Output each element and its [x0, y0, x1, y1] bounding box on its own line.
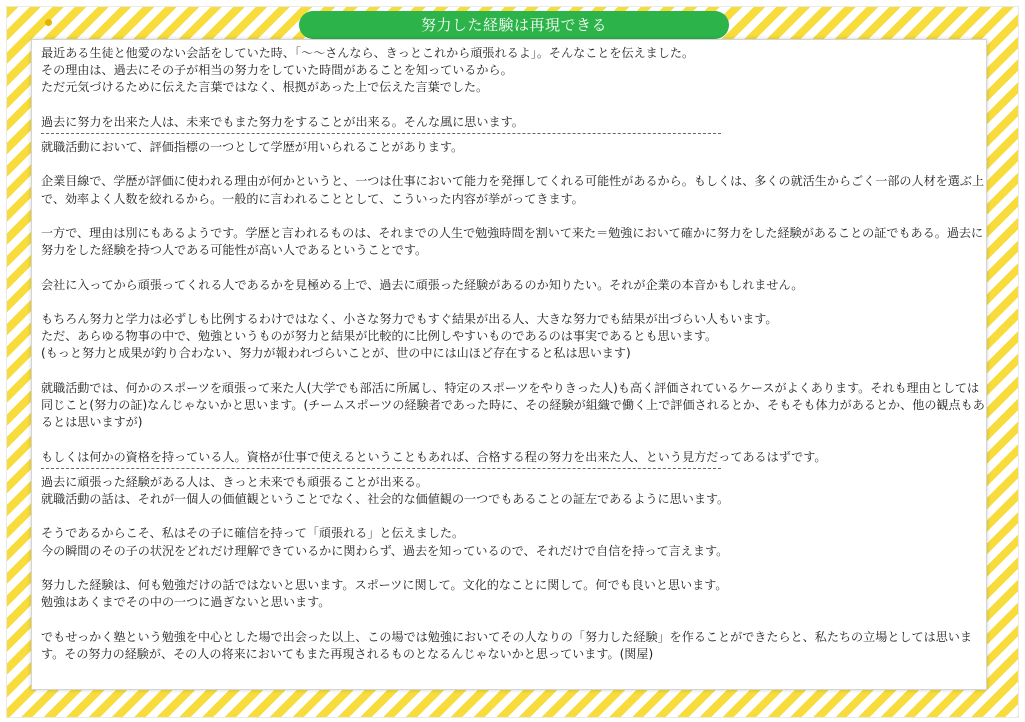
paragraph-4: [41, 173, 986, 207]
text-line: もちろん努力と学力は必ずしも比例するわけではなく、小さな努力でもすぐ結果が出る人、大きな努力でも結果が出づらい人もいます。: [41, 311, 778, 326]
text-line: 過去に努力を出来た人は、未来でもまた努力をすることが出来る。そんな風に思います。: [41, 114, 524, 129]
text-line: ただ、あらゆる物事の中で、勉強というものが努力と結果が比較的に比例しやすいものであるのは事実であるとも思います。: [41, 329, 718, 344]
text-line: 勉強はあくまでその中の一つに過ぎないと思います。: [41, 595, 331, 610]
text-block: 企業目線で、学歴が評価に使われる理由が何かというと、一つは仕事において能力を発揮してくれる可能性があるから。もしくは、多くの就活生からごく一部の人材を選ぶ上で、効率よく人数を絞れるから。一般的に言われることとして、こういった内容が挙がってきます。: [41, 174, 985, 206]
text-block: 就職活動では、何かのスポーツを頑張って来た人(大学でも部活に所属し、特定のスポーツをやりきった人)も高く評価されているケースがよくあります。それも理由としては同じこと(努力の証)なんじゃないかと思います。(チームスポーツの経験者であった時に、その経験が組織で働く上で評価されるとか、そもそも体力があるとか、他の観点もあるとは思いますが): [41, 380, 985, 430]
paragraph-13: [41, 629, 986, 663]
text-line: 就職活動において、評価指標の一つとして学歴が用いられることがあります。: [41, 140, 464, 154]
dashed-divider: [41, 133, 721, 134]
text-line: 就職活動の話は、それが一個人の価値観ということでなく、社会的な価値観の一つでもあることの証左であるように思います。: [41, 491, 730, 506]
paragraph-2: [41, 114, 986, 131]
paragraph-6: [41, 277, 986, 294]
text-line: 努力した経験は、何も勉強だけの話ではないと思います。スポーツに関して。文化的なことに関して。何でも良いと思います。: [41, 577, 728, 592]
text-line: 過去に頑張った経験がある人は、きっと未来でも頑張ることが出来る。: [41, 474, 429, 489]
pin-dot: [45, 19, 52, 26]
paragraph-10: [41, 474, 986, 508]
paragraph-9: [41, 449, 986, 466]
text-line: (もっと努力と成果が釣り合わない、努力が報われづらいことが、世の中には山ほど存在すると私は思います): [41, 346, 631, 361]
text-block: 一方で、理由は別にもあるようです。学歴と言われるものは、それまでの人生で勉強時間を割いて来た＝勉強において確かに努力をした経験があることの証でもある。過去に努力をした経験を持つ人である可能性が高い人であるということです。: [41, 225, 984, 258]
article-panel: [31, 39, 987, 690]
text-line: 最近ある生徒と他愛のない会話をしていた時、「〜〜さんなら、きっとこれから頑張れるよ」。そんなことを伝えました。: [41, 46, 695, 60]
dashed-divider: [41, 468, 721, 469]
text-line: その理由は、過去にその子が相当の努力をしていた時間があることを知っているから。: [41, 63, 513, 78]
text-block: でもせっかく塾という勉強を中心とした場で出会った以上、この場では勉強においてその人なりの「努力した経験」を作ることができたらと、私たちの立場としては思います。その努力の経験が、その人の将来においてもまた再現されるものとなるんじゃないかと思っています。(関屋): [41, 629, 972, 661]
paragraph-1: [41, 45, 986, 97]
text-line: 会社に入ってから頑張ってくれる人であるかを見極める上で、過去に頑張った経験があるのか知りたい。それが企業の本音かもしれません。: [41, 277, 804, 292]
text-line: もしくは何かの資格を持っている人。資格が仕事で使えるということもあれば、合格する程の努力を出来た人、という見方だってあるはずです。: [41, 449, 827, 464]
text-line: そうであるからこそ、私はその子に確信を持って「頑張れる」と伝えました。: [41, 526, 465, 541]
page-title: 努力した経験は再現できる: [299, 11, 729, 39]
paragraph-5: [41, 225, 986, 259]
text-line: ただ元気づけるために伝えた言葉ではなく、根拠があった上で伝えた言葉でした。: [41, 80, 489, 95]
paragraph-7: [41, 311, 986, 363]
paragraph-12: [41, 577, 986, 611]
paragraph-8: [41, 380, 986, 432]
paragraph-11: [41, 525, 986, 559]
paragraph-3: [41, 139, 986, 156]
text-line: 今の瞬間のその子の状況をどれだけ理解できているかに関わらず、過去を知っているので、それだけで自信を持って言えます。: [41, 543, 729, 558]
article-body: [41, 45, 986, 663]
